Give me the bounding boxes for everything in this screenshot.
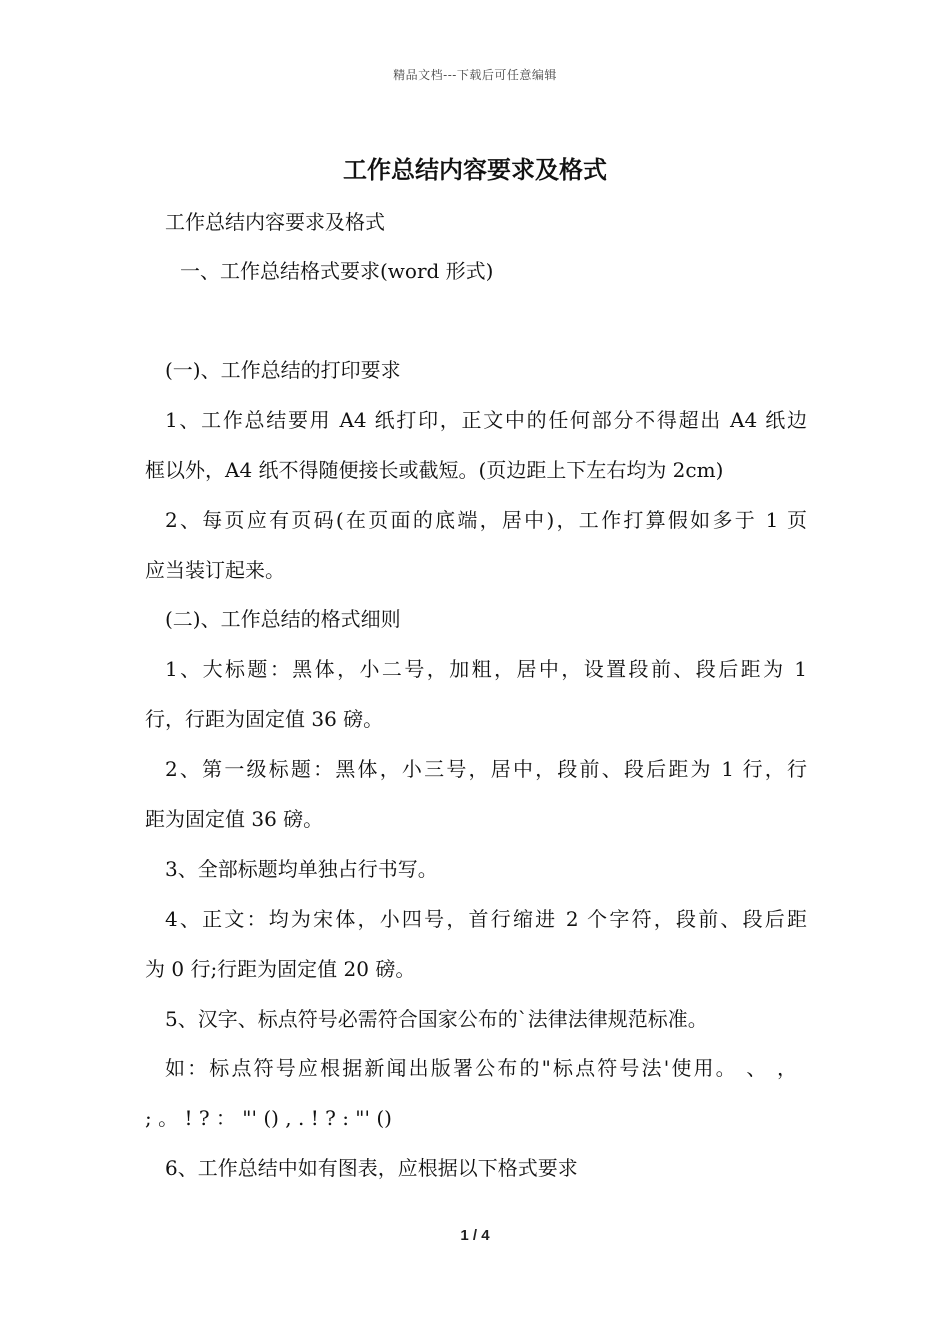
subsection-heading-print: (一)、工作总结的打印要求 bbox=[165, 358, 401, 382]
paragraph-line: 5、汉字、标点符号必需符合国家公布的`法律法律规范标准。 bbox=[165, 1007, 708, 1031]
paragraph-line: 4、正文：均为宋体，小四号，首行缩进 2 个字符，段前、段后距 bbox=[165, 907, 807, 931]
section-heading-1: 一、工作总结格式要求(word 形式) bbox=[180, 259, 494, 283]
document-title: 工作总结内容要求及格式 bbox=[343, 155, 607, 184]
header-note: 精品文档---下载后可任意编辑 bbox=[393, 68, 557, 82]
paragraph-line: 2、第一级标题：黑体，小三号，居中，段前、段后距为 1 行，行 bbox=[165, 757, 807, 781]
paragraph-line: 为 0 行;行距为固定值 20 磅。 bbox=[145, 957, 416, 981]
punctuation-line: ; 。 ! ? ： "' () , . ! ? : "' () bbox=[145, 1106, 392, 1130]
paragraph-line: 框以外，A4 纸不得随便接长或截短。(页边距上下左右均为 2cm) bbox=[145, 458, 724, 482]
paragraph-line: 3、全部标题均单独占行书写。 bbox=[165, 857, 438, 881]
paragraph-line: 6、工作总结中如有图表，应根据以下格式要求 bbox=[165, 1156, 578, 1180]
paragraph-line: 距为固定值 36 磅。 bbox=[145, 807, 324, 831]
intro-line: 工作总结内容要求及格式 bbox=[165, 210, 385, 234]
paragraph-line: 行，行距为固定值 36 磅。 bbox=[145, 707, 384, 731]
paragraph-line: 1、大标题：黑体，小二号，加粗，居中，设置段前、段后距为 1 bbox=[165, 657, 807, 681]
paragraph-line: 应当装订起来。 bbox=[145, 558, 285, 582]
page-number: 1 / 4 bbox=[460, 1227, 490, 1244]
paragraph-line: 如：标点符号应根据新闻出版署公布的"标点符号法'使用。 、 ， bbox=[165, 1056, 797, 1080]
paragraph-line: 1、工作总结要用 A4 纸打印，正文中的任何部分不得超出 A4 纸边 bbox=[165, 408, 807, 432]
paragraph-line: 2、每页应有页码(在页面的底端，居中)，工作打算假如多于 1 页 bbox=[165, 508, 807, 532]
subsection-heading-format: (二)、工作总结的格式细则 bbox=[165, 607, 401, 631]
